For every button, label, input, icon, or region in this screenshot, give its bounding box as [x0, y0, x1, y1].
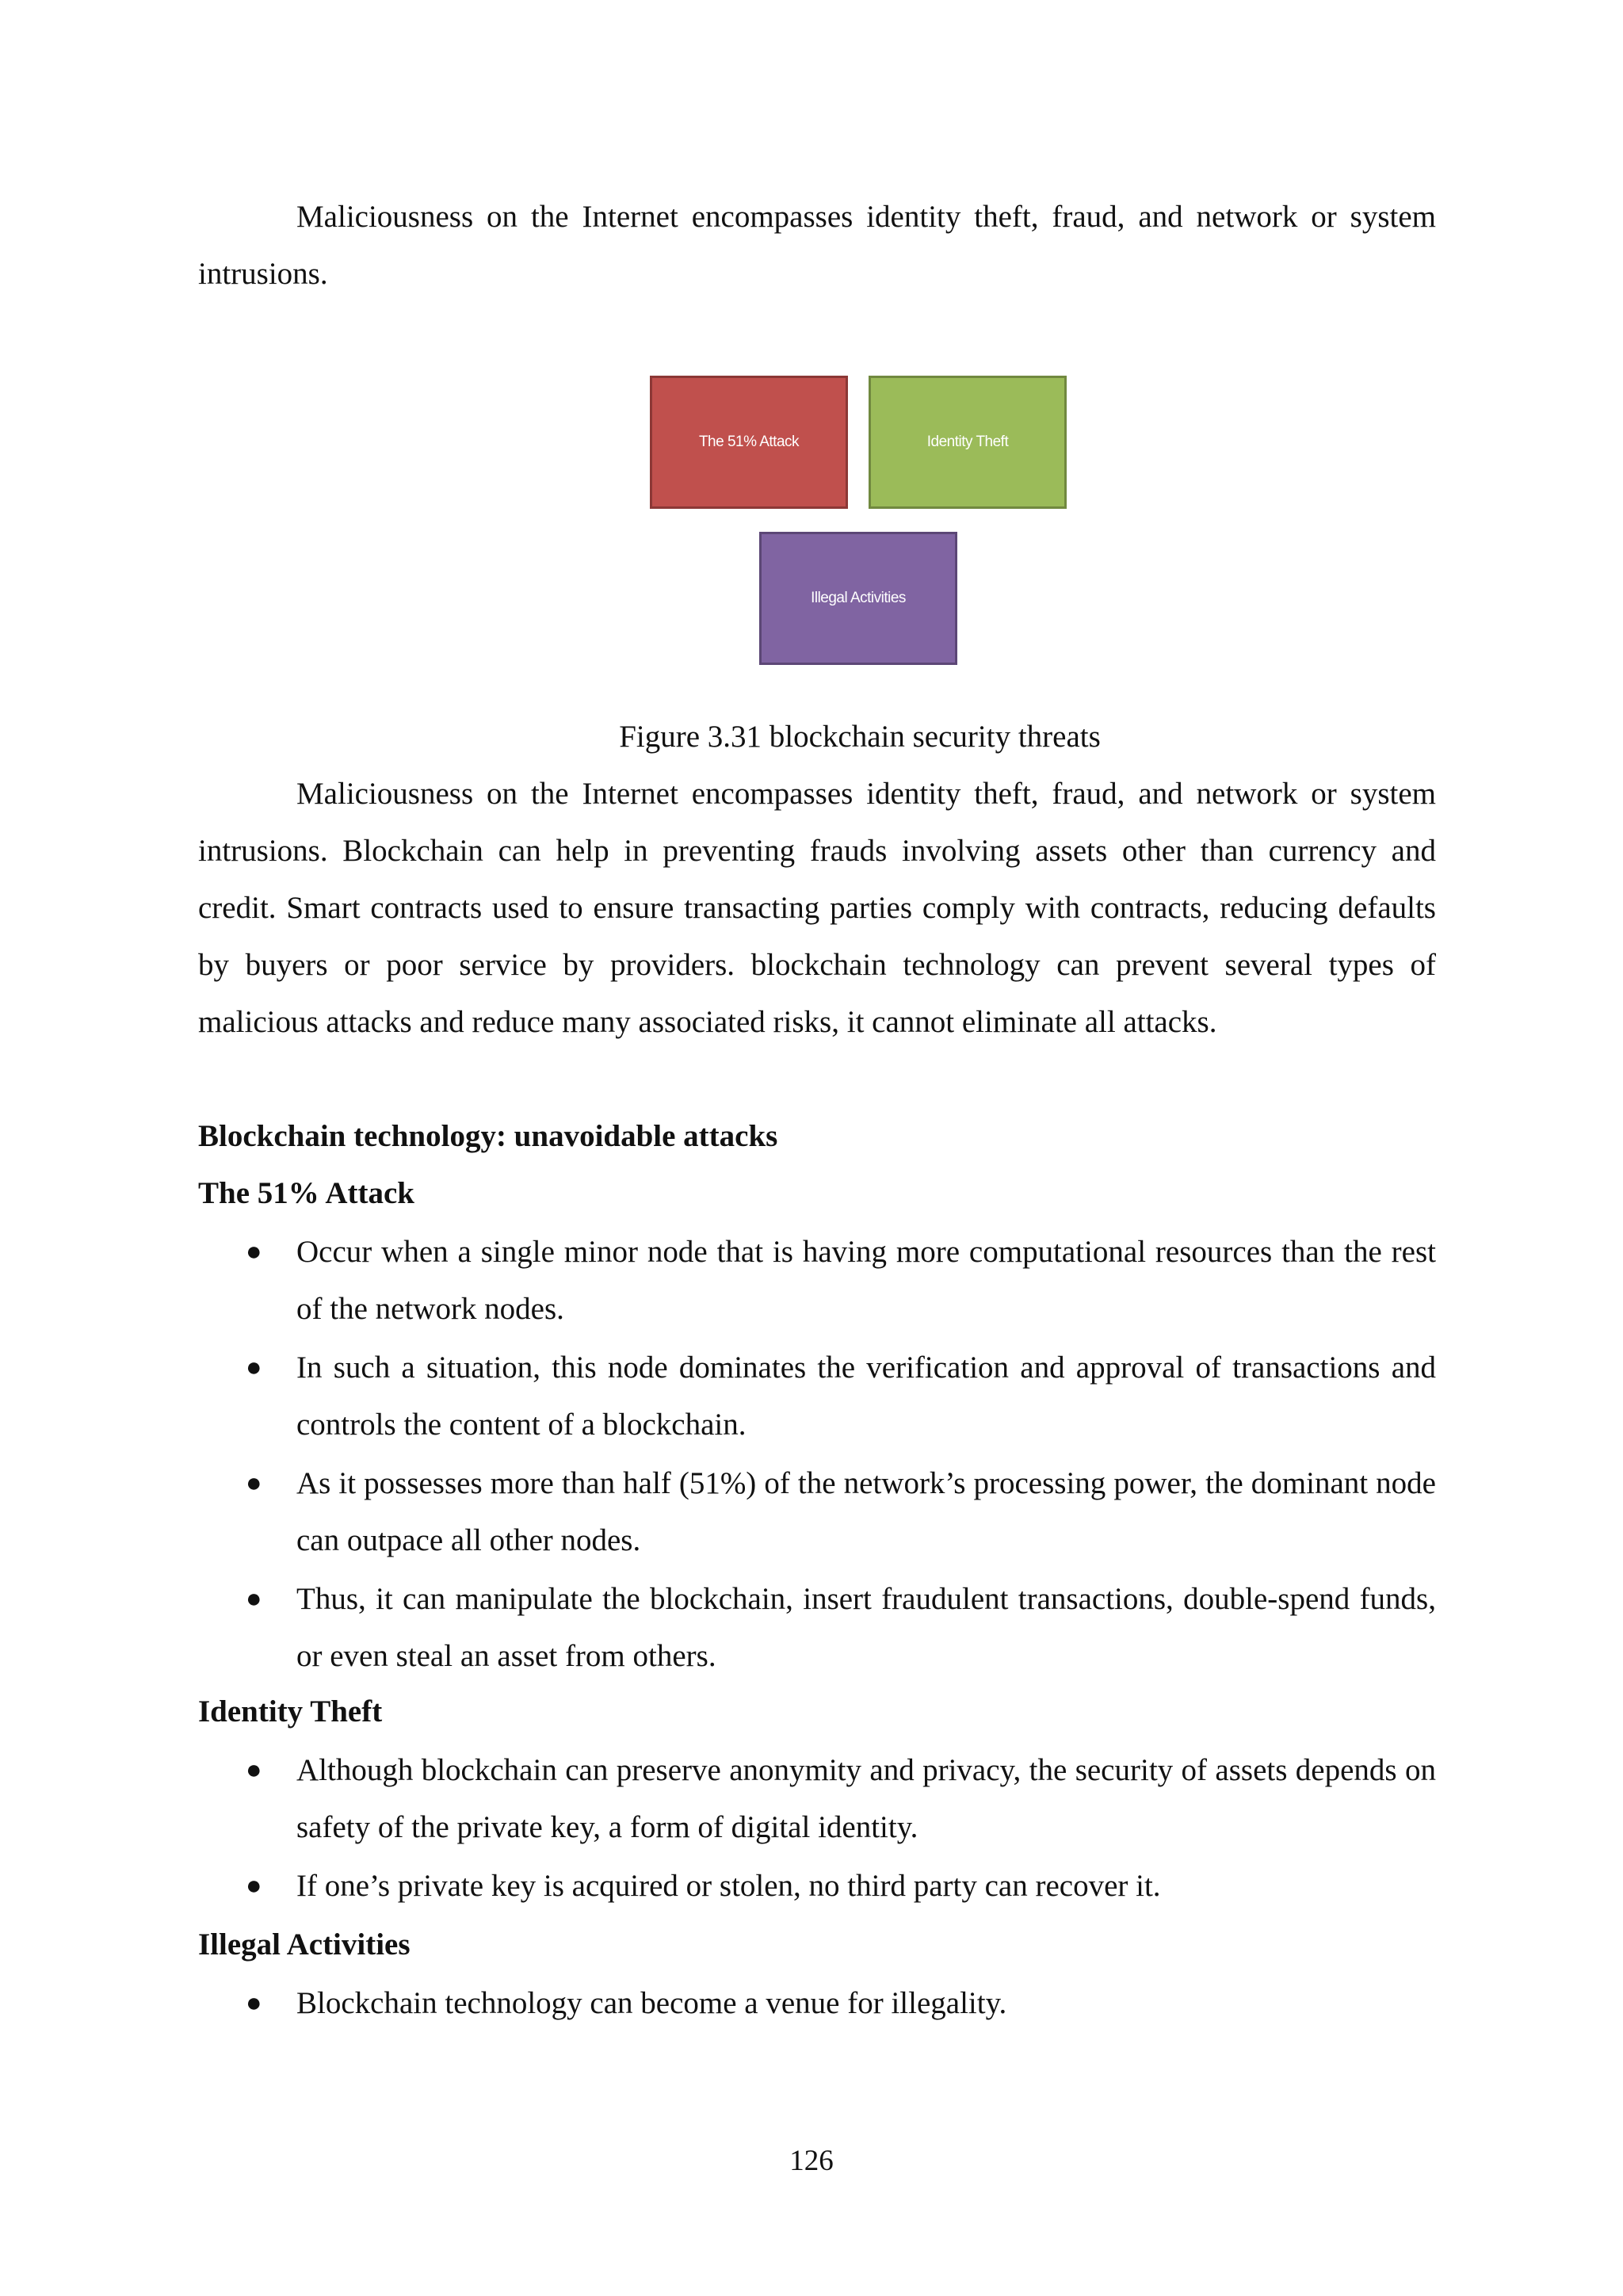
- bullet-icon: ●: [246, 1871, 262, 1901]
- list-item: [198, 1455, 1436, 1569]
- list-item-text: If one’s private key is acquired or stolen, no third party can recover it.: [296, 1869, 1161, 1903]
- list-item: [198, 1339, 1436, 1454]
- intro-paragraph: Maliciousness on the Internet encompasses identity theft, fraud, and network or system intrusions.: [198, 200, 1436, 291]
- heading-51-attack: The 51% Attack: [198, 1176, 414, 1210]
- list-item: [198, 1571, 1436, 1685]
- section-heading: Blockchain technology: unavoidable attacks: [198, 1119, 778, 1153]
- list-item: [198, 1975, 1436, 2032]
- list-item-text: Occur when a single minor node that is having more computational resources than the rest of the network nodes.: [296, 1235, 1436, 1326]
- list-item-text: As it possesses more than half (51%) of the network’s processing power, the dominant node can outpace all other nodes.: [296, 1466, 1436, 1557]
- bullet-icon: ●: [246, 1469, 262, 1498]
- main-paragraph: Maliciousness on the Internet encompasses identity theft, fraud, and network or system intrusions. Blockchain can help in preventing frauds involving assets other than currency and credit. Smart contracts used to ensure transacting parties comply with contracts, reducing defaults by buyers or poor service by providers. blockchain technology can prevent several types of malicious attacks and reduce many associated risks, it cannot eliminate all attacks.: [198, 777, 1436, 1039]
- list-item-text: Blockchain technology can become a venue for illegality.: [296, 1986, 1007, 2020]
- bullet-icon: ●: [246, 1237, 262, 1266]
- box-illegal-activities: Illegal Activities: [759, 532, 957, 665]
- list-item: [198, 1224, 1436, 1338]
- box-identity-theft: Identity Theft: [869, 376, 1067, 509]
- list-item: [198, 1742, 1436, 1856]
- bullet-icon: ●: [246, 1755, 262, 1785]
- page-number: 126: [789, 2145, 834, 2177]
- figure-caption: Figure 3.31 blockchain security threats: [619, 720, 1101, 754]
- list-item: [198, 1858, 1436, 1915]
- list-item-text: Although blockchain can preserve anonymity and privacy, the security of assets depends on safety of the private key, a form of digital identity.: [296, 1753, 1436, 1844]
- list-item-text: In such a situation, this node dominates the verification and approval of transactions and controls the content of a blockchain.: [296, 1350, 1436, 1442]
- bullet-icon: ●: [246, 1353, 262, 1382]
- box-51-attack: The 51% Attack: [650, 376, 848, 509]
- bullet-icon: ●: [246, 1584, 262, 1614]
- list-item-text: Thus, it can manipulate the blockchain, insert fraudulent transactions, double-spend funds, or even steal an asset from others.: [296, 1582, 1436, 1673]
- heading-identity-theft: Identity Theft: [198, 1694, 383, 1729]
- heading-illegal-activities: Illegal Activities: [198, 1927, 411, 1962]
- bullet-icon: ●: [246, 1988, 262, 2018]
